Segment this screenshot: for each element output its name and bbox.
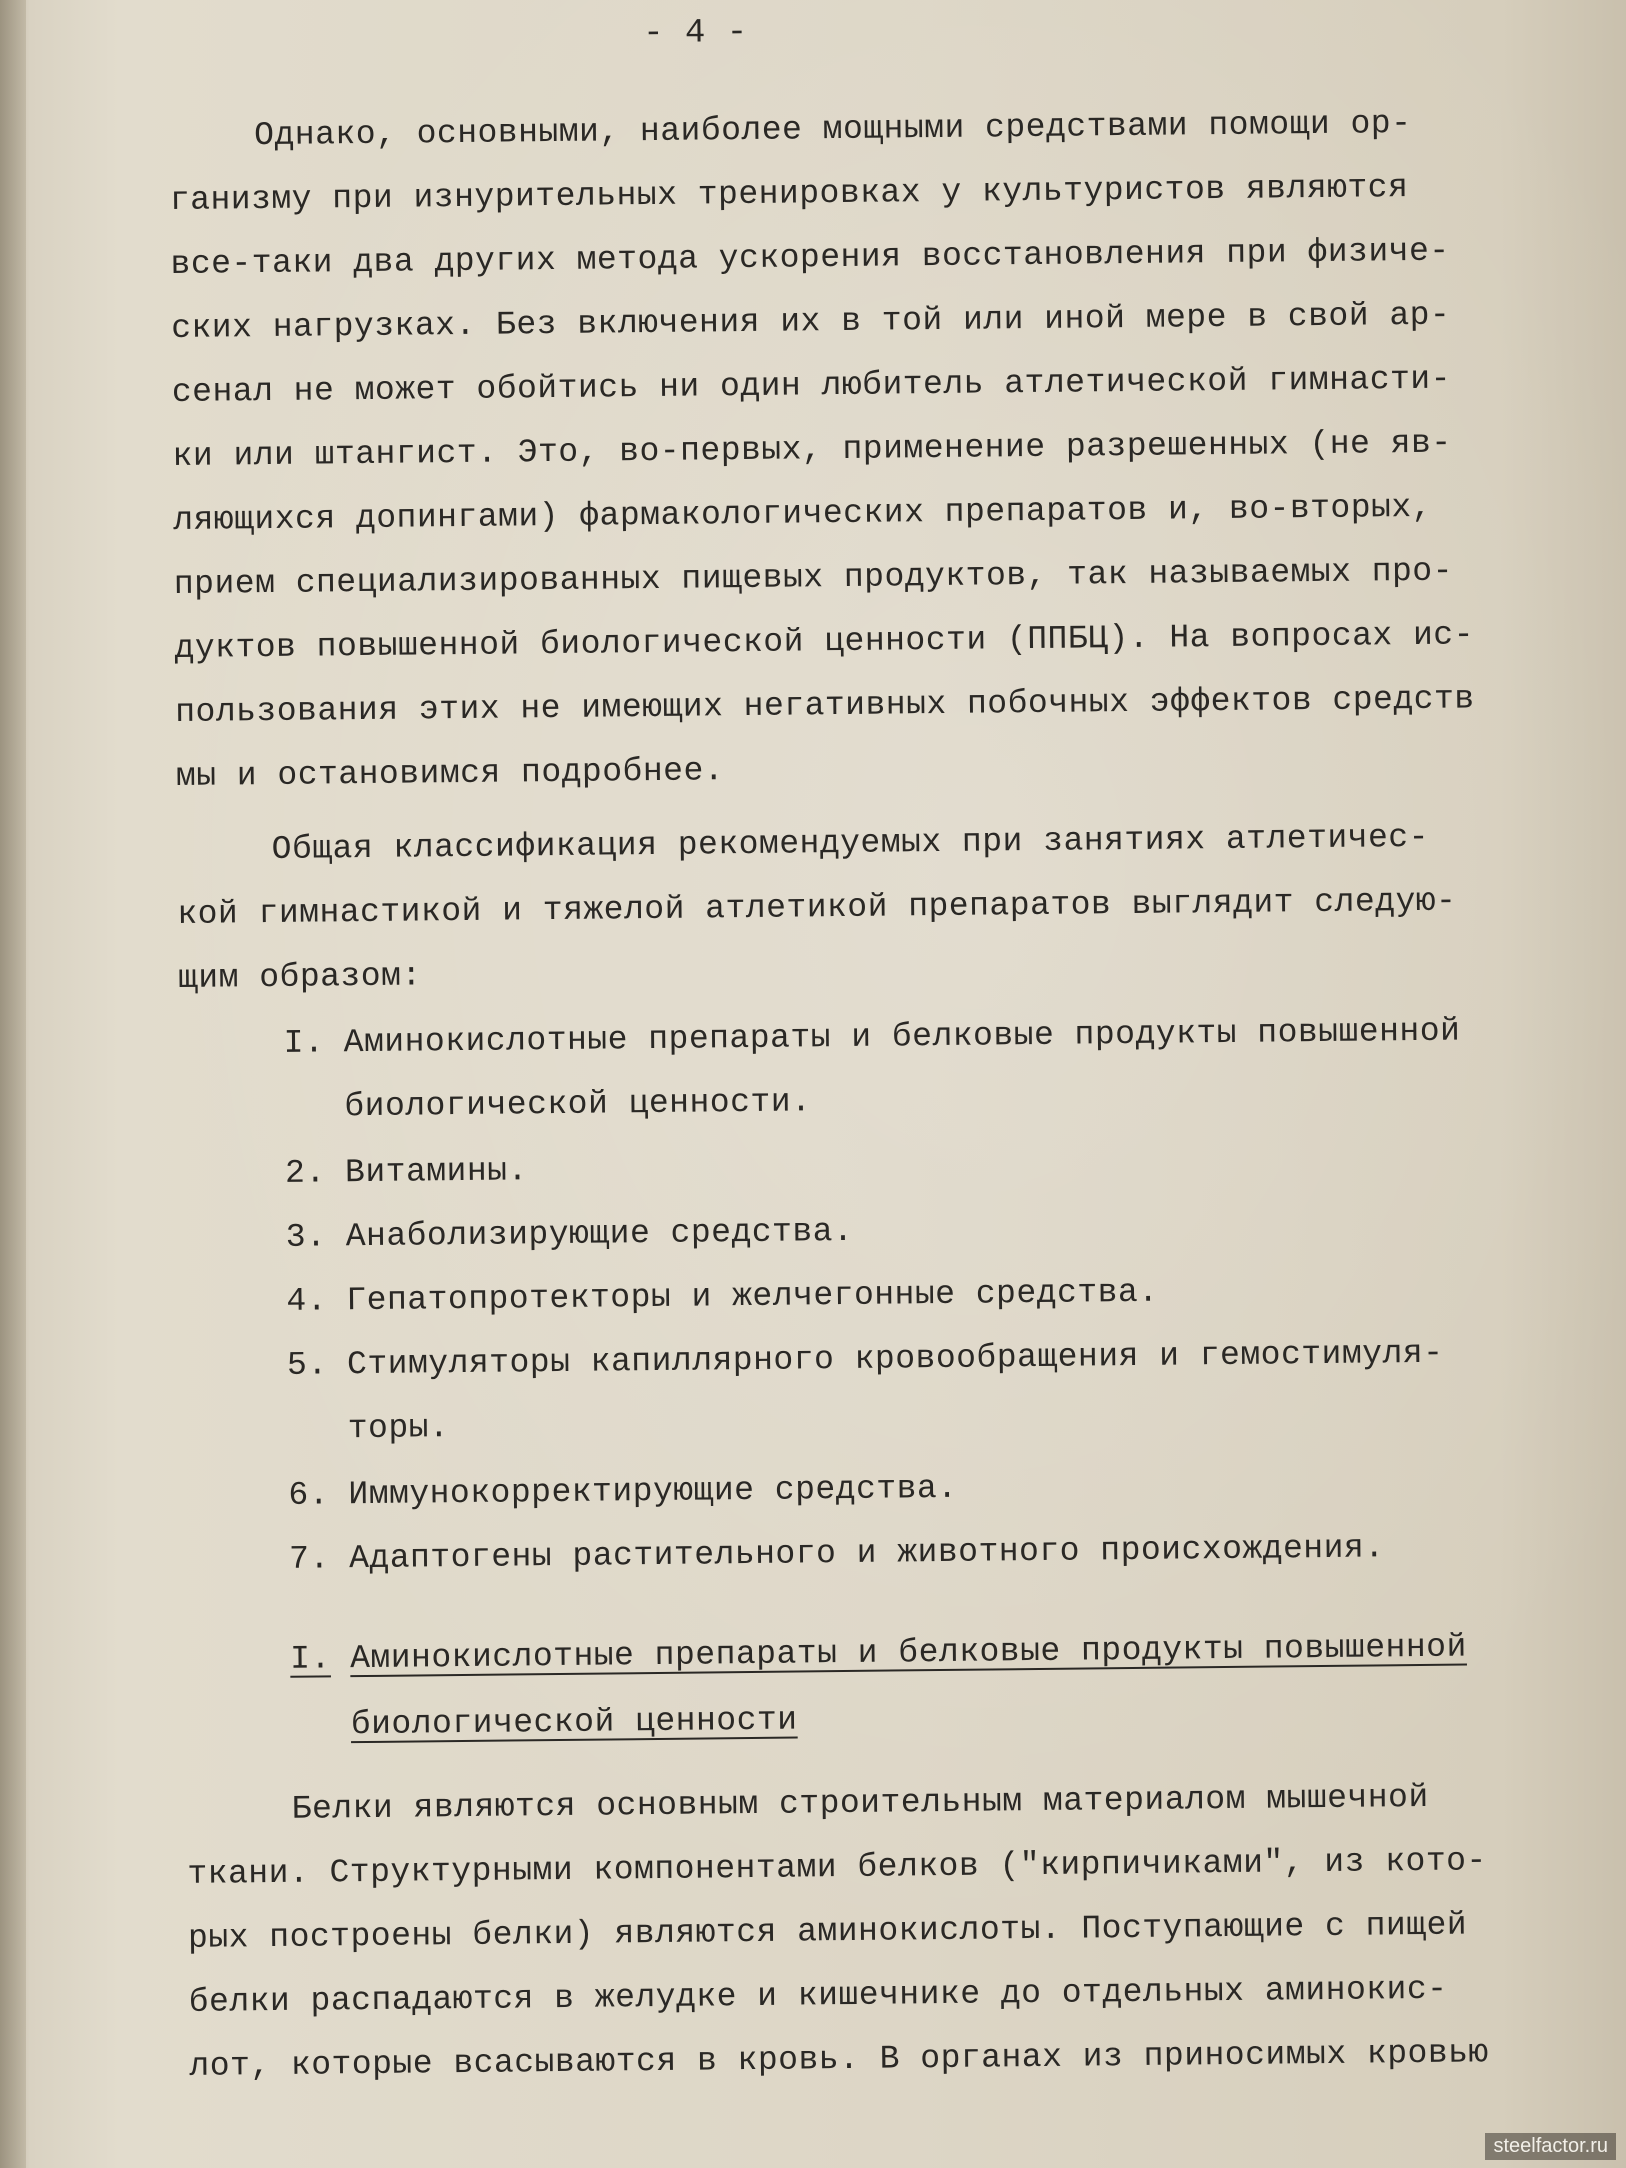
paragraph1-line-1: Однако, основными, наиболее мощными средствами помощи ор- <box>254 104 1412 155</box>
list-item-6-line-1: Иммунокорректирующие средства. <box>348 1469 958 1514</box>
list-item-3-marker: 3. <box>285 1218 327 1256</box>
paragraph1-line-11: мы и остановимся подробнее. <box>175 752 725 795</box>
paragraph1-line-6: ки или штангист. Это, во-первых, применение разрешенных (не яв- <box>172 424 1452 475</box>
section-heading-marker: I. <box>289 1640 331 1678</box>
list-item-4-line-1: Гепатопротекторы и желчегонные средства. <box>346 1273 1159 1320</box>
paragraph3-line-1: Белки являются основным строительным материалом мышечной <box>291 1778 1429 1828</box>
list-item-4-marker: 4. <box>286 1282 328 1320</box>
list-item-2-line-1: Витамины. <box>344 1152 528 1192</box>
paragraph1-line-5: сенал не может обойтись ни один любитель атлетической гимнасти- <box>171 360 1452 411</box>
typewritten-content <box>168 6 1528 2085</box>
list-item-2-marker: 2. <box>284 1154 326 1192</box>
watermark-label: steelfactor.ru <box>1485 2133 1616 2160</box>
paragraph2-line-3: щим образом: <box>177 957 422 997</box>
paragraph3-line-3: рых построены белки) являются аминокислоты. Поступающие с пищей <box>187 1906 1468 1957</box>
list-item-6-marker: 6. <box>288 1476 330 1514</box>
list-item-7-marker: 7. <box>288 1540 330 1578</box>
section-heading-line-2: биологической ценности <box>350 1701 798 1744</box>
paragraph1-line-8: прием специализированных пищевых продуктов, так называемых про- <box>173 552 1454 603</box>
list-item-1-line-1: Аминокислотные препараты и белковые продукты повышенной <box>343 1012 1461 1062</box>
page-binding-edge <box>0 0 26 2168</box>
paragraph1-line-3: все-таки два других метода ускорения восстановления при физиче- <box>170 232 1450 283</box>
list-item-1-marker: I. <box>283 1024 325 1062</box>
paragraph2-line-2: кой гимнастикой и тяжелой атлетикой препаратов выглядит следую- <box>177 882 1457 933</box>
list-item-5-marker: 5. <box>286 1346 328 1384</box>
paragraph1-line-9: дуктов повышенной биологической ценности (ППБЦ). На вопросах ис- <box>174 616 1475 667</box>
paragraph3-line-2: ткани. Структурными компонентами белков ("кирпичиками", из кото- <box>187 1842 1487 1893</box>
paragraph1-line-4: ских нагрузках. Без включения их в той или иной мере в свой ар- <box>171 296 1451 347</box>
paragraph3-line-5: лот, которые всасываются в кровь. В органах из приносимых кровью <box>189 2034 1489 2085</box>
paragraph1-line-10: пользования этих не имеющих негативных побочных эффектов средств <box>175 680 1475 731</box>
list-item-5-line-1: Стимуляторы капиллярного кровообращения и гемостимуля- <box>346 1334 1444 1384</box>
list-item-3-line-1: Анаболизирующие средства. <box>345 1212 854 1256</box>
list-item-5-line-2: торы. <box>347 1409 450 1448</box>
list-item-7-line-1: Адаптогены растительного и животного происхождения. <box>348 1529 1385 1578</box>
section-heading-line-1: Аминокислотные препараты и белковые продукты повышенной <box>349 1628 1467 1678</box>
page-number: - 4 - <box>642 13 748 54</box>
paragraph3-line-4: белки распадаются в желудке и кишечнике до отдельных аминокис- <box>188 1970 1448 2021</box>
paragraph1-line-2: ганизму при изнурительных тренировках у культуристов являются <box>169 169 1409 219</box>
paragraph2-line-1: Общая классификация рекомендуемых при занятиях атлетичес- <box>271 818 1430 868</box>
list-item-1-line-2: биологической ценности. <box>344 1083 812 1126</box>
paragraph1-line-7: ляющихся допингами) фармакологических препаратов и, во-вторых, <box>173 488 1433 539</box>
